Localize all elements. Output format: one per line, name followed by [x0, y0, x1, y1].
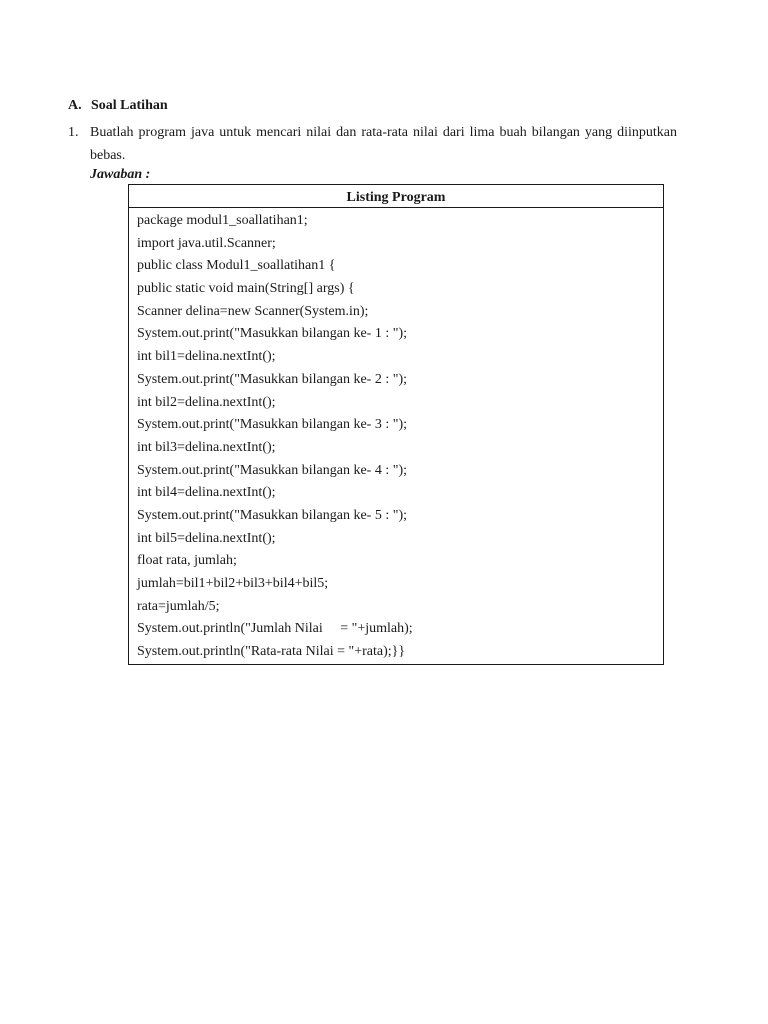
- code-line: System.out.print("Masukkan bilangan ke- 5 : ");: [137, 507, 407, 523]
- listing-code-block: [129, 208, 663, 664]
- question-number: 1.: [68, 125, 79, 140]
- code-line: System.out.println("Jumlah Nilai = "+jumlah);: [137, 621, 413, 637]
- question-text: Buatlah program java untuk mencari nilai dan rata-rata nilai dari lima buah bilangan yang diinputkan bebas.: [90, 125, 677, 163]
- listing-program-table: [128, 184, 664, 665]
- code-line: int bil2=delina.nextInt();: [137, 394, 276, 410]
- question-item: [68, 121, 677, 167]
- code-line: int bil3=delina.nextInt();: [137, 439, 276, 455]
- answer-label: Jawaban :: [90, 167, 151, 182]
- section-letter: A.: [68, 98, 82, 113]
- code-line: int bil1=delina.nextInt();: [137, 349, 276, 365]
- code-line: public class Modul1_soallatihan1 {: [137, 258, 336, 274]
- code-line: System.out.print("Masukkan bilangan ke- 3 : ");: [137, 417, 407, 433]
- code-line: int bil4=delina.nextInt();: [137, 485, 276, 501]
- listing-header: Listing Program: [129, 185, 663, 208]
- section-title: Soal Latihan: [91, 98, 168, 113]
- code-line: System.out.print("Masukkan bilangan ke- 2 : ");: [137, 371, 407, 387]
- code-line: System.out.println("Rata-rata Nilai = "+rata);}}: [137, 644, 406, 660]
- code-line: Scanner delina=new Scanner(System.in);: [137, 303, 369, 319]
- code-line: System.out.print("Masukkan bilangan ke- 1 : ");: [137, 326, 407, 342]
- code-line: System.out.print("Masukkan bilangan ke- 4 : ");: [137, 462, 407, 478]
- section-heading: [68, 97, 168, 115]
- code-line: float rata, jumlah;: [137, 553, 237, 569]
- code-line: public static void main(String[] args) {: [137, 281, 355, 297]
- code-line: jumlah=bil1+bil2+bil3+bil4+bil5;: [137, 576, 329, 591]
- code-line: rata=jumlah/5;: [137, 598, 220, 614]
- code-line: import java.util.Scanner;: [137, 235, 276, 251]
- code-line: int bil5=delina.nextInt();: [137, 530, 276, 546]
- code-line: package modul1_soallatihan1;: [137, 213, 308, 228]
